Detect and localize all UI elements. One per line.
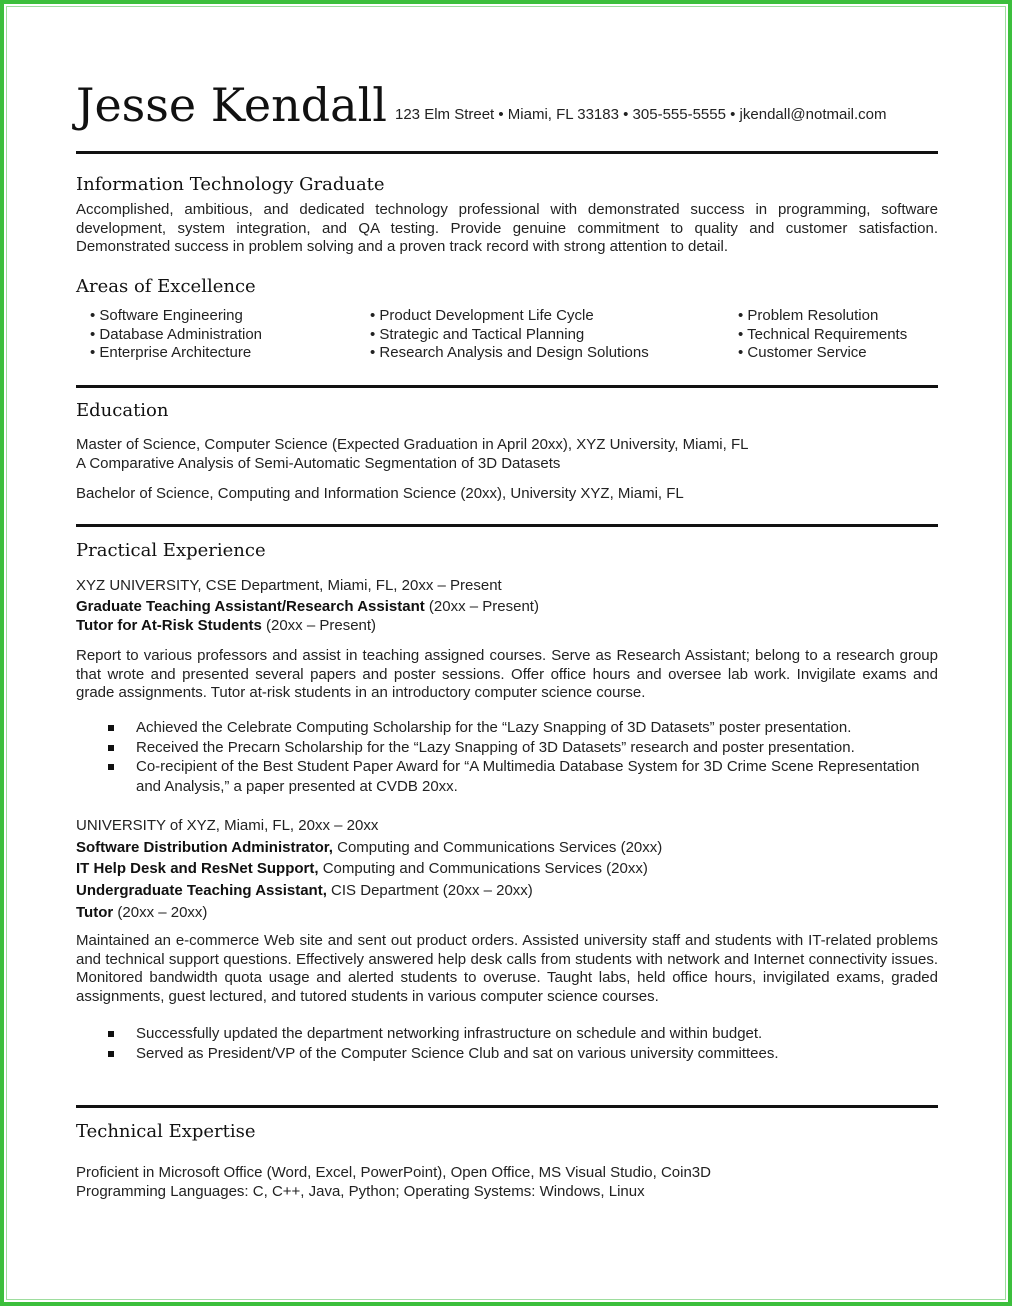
- header-rule: [76, 151, 938, 154]
- role-title: IT Help Desk and ResNet Support,: [76, 860, 319, 877]
- technical-heading: Technical Expertise: [76, 1121, 256, 1142]
- job2-description: Maintained an e-commerce Web site and sent out product orders. Assisted university staff and students with IT-related problems and technical support questions. Effectively answered help desk calls from students with network and Internet connectivity issues. Monitored bandwidth quota usage and alerted students to overuse. Taught labs, held office hours, invigilated exams, graded assignments, guest lectured, and tutored students in various computer science courses.: [76, 932, 938, 1005]
- excellence-item: • Enterprise Architecture: [90, 344, 252, 361]
- education-rule: [76, 524, 938, 527]
- contact-info: 123 Elm Street • Miami, FL 33183 • 305-555-5555 • jkendall@notmail.com: [395, 106, 887, 123]
- excellence-item: • Customer Service: [738, 344, 867, 361]
- summary-text: Accomplished, ambitious, and dedicated technology professional with demonstrated success in programming, software development, system integration, and QA testing. Provide genuine commitment to quality and customer satisfaction. Demonstrated success in problem solving and a proven track record with strong attention to detail.: [76, 201, 938, 255]
- job2-role-4: [76, 904, 207, 921]
- role-detail: (20xx – 20xx): [113, 904, 208, 921]
- role-title: Tutor: [76, 904, 114, 921]
- square-bullet-icon: [108, 1031, 114, 1037]
- list-item: Achieved the Celebrate Computing Scholarship for the “Lazy Snapping of 3D Datasets” poster presentation.: [106, 718, 938, 738]
- excellence-item: • Technical Requirements: [738, 325, 908, 343]
- excellence-column-3: [738, 307, 907, 363]
- summary-heading: Information Technology Graduate: [76, 174, 385, 195]
- job1-role-2: [76, 617, 376, 634]
- excellence-item: • Problem Resolution: [738, 307, 879, 324]
- list-item: Received the Precarn Scholarship for the “Lazy Snapping of 3D Datasets” research and poster presentation.: [106, 738, 938, 758]
- excellence-column-2: [370, 307, 649, 363]
- role-title: Graduate Teaching Assistant/Research Assistant: [76, 598, 425, 615]
- education-heading: Education: [76, 400, 169, 421]
- job2-achievements: [106, 1024, 938, 1063]
- education-thesis: A Comparative Analysis of Semi-Automatic Segmentation of 3D Datasets: [76, 455, 561, 472]
- role-detail: CIS Department (20xx – 20xx): [326, 882, 533, 899]
- excellence-column-1: [90, 307, 262, 363]
- job2-org: UNIVERSITY of XYZ, Miami, FL, 20xx – 20xx: [76, 817, 379, 834]
- excellence-rule: [76, 385, 938, 388]
- candidate-name: Jesse Kendall: [76, 78, 387, 132]
- excellence-item: • Research Analysis and Design Solutions: [370, 344, 649, 361]
- role-title: Tutor for At-Risk Students: [76, 617, 262, 634]
- job1-description: Report to various professors and assist in teaching assigned courses. Serve as Research Assistant; belong to a research group that wrote and presented several papers and poster sessions. Offer office hours and oversee lab work. Invigilate exams and grade assignments. Tutor at-risk students in an introductory computer science course.: [76, 647, 938, 701]
- experience-rule: [76, 1105, 938, 1108]
- square-bullet-icon: [108, 764, 114, 770]
- technical-line-1: Proficient in Microsoft Office (Word, Excel, PowerPoint), Open Office, MS Visual Studio, Coin3D: [76, 1164, 711, 1181]
- square-bullet-icon: [108, 725, 114, 731]
- role-detail: Computing and Communications Services (20xx): [332, 839, 663, 856]
- job1-achievements: [106, 718, 938, 796]
- list-item: Successfully updated the department networking infrastructure on schedule and within budget.: [106, 1024, 938, 1044]
- education-masters: Master of Science, Computer Science (Expected Graduation in April 20xx), XYZ University, Miami, FL: [76, 436, 749, 453]
- list-item: Co-recipient of the Best Student Paper Award for “A Multimedia Database System for 3D Crime Scene Representation and Analysis,” a paper presented at CVDB 20xx.: [106, 757, 938, 796]
- square-bullet-icon: [108, 1051, 114, 1057]
- excellence-item: • Software Engineering: [90, 307, 243, 324]
- role-detail: Computing and Communications Services (20xx): [318, 860, 648, 877]
- job1-role-1: [76, 598, 539, 615]
- excellence-item: • Database Administration: [90, 325, 263, 343]
- technical-line-2: Programming Languages: C, C++, Java, Python; Operating Systems: Windows, Linux: [76, 1183, 645, 1200]
- job2-role-2: [76, 860, 648, 877]
- square-bullet-icon: [108, 745, 114, 751]
- excellence-item: • Product Development Life Cycle: [370, 307, 594, 324]
- job1-org: XYZ UNIVERSITY, CSE Department, Miami, FL, 20xx – Present: [76, 577, 502, 594]
- list-item: Served as President/VP of the Computer Science Club and sat on various university committees.: [106, 1044, 938, 1064]
- role-title: Software Distribution Administrator,: [76, 839, 333, 856]
- excellence-item: • Strategic and Tactical Planning: [370, 325, 585, 343]
- excellence-heading: Areas of Excellence: [76, 276, 256, 297]
- job2-role-1: [76, 839, 662, 856]
- education-bachelors: Bachelor of Science, Computing and Information Science (20xx), University XYZ, Miami, FL: [76, 485, 684, 502]
- job2-role-3: [76, 882, 533, 899]
- role-dates: (20xx – Present): [424, 598, 539, 615]
- experience-heading: Practical Experience: [76, 540, 266, 561]
- role-dates: (20xx – Present): [261, 617, 377, 634]
- role-title: Undergraduate Teaching Assistant,: [76, 882, 327, 899]
